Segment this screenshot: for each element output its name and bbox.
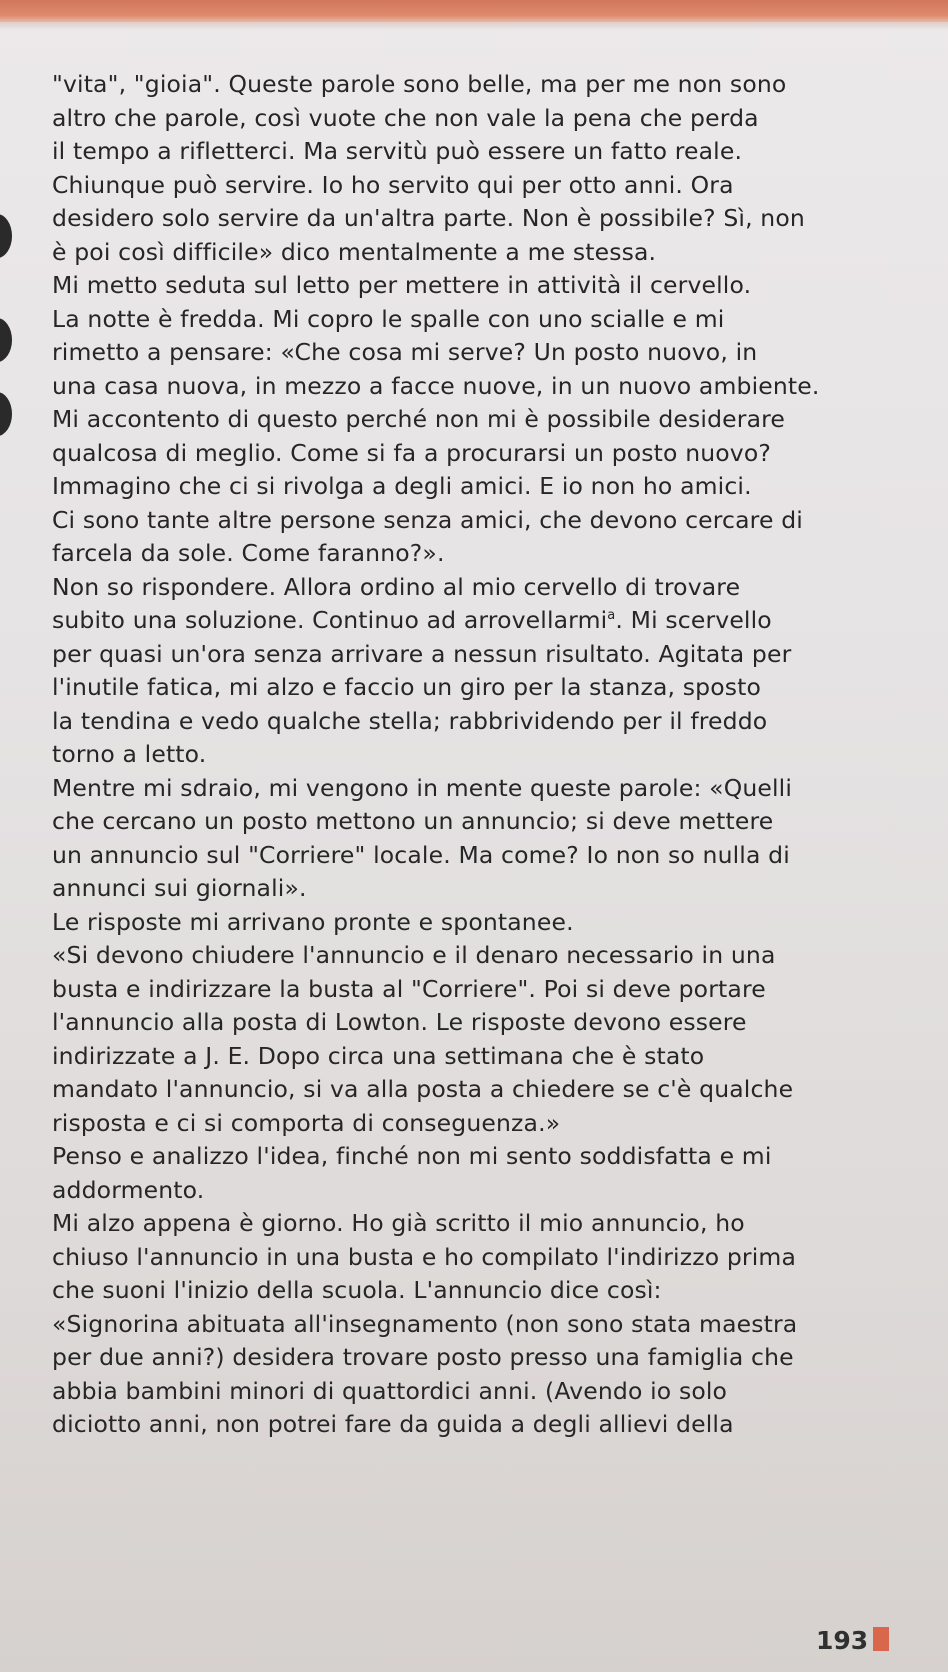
text-line: chiuso l'annuncio in una busta e ho compilato l'indirizzo prima bbox=[52, 1242, 796, 1271]
text-line: per quasi un'ora senza arrivare a nessun risultato. Agitata per bbox=[52, 639, 792, 668]
text-line: Ci sono tante altre persone senza amici, che devono cercare di bbox=[52, 505, 803, 534]
text-line: risposta e ci si comporta di conseguenza.» bbox=[52, 1108, 561, 1137]
text-line: Mi alzo appena è giorno. Ho già scritto il mio annuncio, ho bbox=[52, 1209, 745, 1237]
text-line: per due anni?) desidera trovare posto presso una famiglia che bbox=[52, 1343, 794, 1371]
binding-hole-mark bbox=[0, 392, 12, 436]
text-line: il tempo a rifletterci. Ma servitù può essere un fatto reale. bbox=[52, 137, 743, 165]
text-line: che suoni l'inizio della scuola. L'annuncio dice così: bbox=[52, 1276, 662, 1304]
text-line: è poi così difficile» dico mentalmente a me stessa. bbox=[52, 237, 657, 266]
binding-hole-mark bbox=[0, 214, 12, 258]
text-line: Chiunque può servire. Io ho servito qui per otto anni. Ora bbox=[52, 170, 734, 199]
page-header-band bbox=[0, 0, 948, 22]
body-text bbox=[52, 68, 888, 1442]
text-line: «Si devono chiudere l'annuncio e il denaro necessario in una bbox=[52, 941, 776, 969]
text-line: abbia bambini minori di quattordici anni. (Avendo io solo bbox=[52, 1376, 728, 1405]
text-line: Mentre mi sdraio, mi vengono in mente queste parole: «Quelli bbox=[52, 773, 793, 802]
text-line: Le risposte mi arrivano pronte e spontanee. bbox=[52, 907, 574, 936]
text-line: annunci sui giornali». bbox=[52, 874, 307, 902]
text-line: una casa nuova, in mezzo a facce nuove, in un nuovo ambiente. bbox=[52, 371, 820, 400]
text-line: qualcosa di meglio. Come si fa a procurarsi un posto nuovo? bbox=[52, 438, 772, 467]
page-number-marker bbox=[873, 1627, 889, 1651]
text-line: "vita", "gioia". Queste parole sono belle, ma per me non sono bbox=[52, 70, 787, 98]
text-line: addormento. bbox=[52, 1175, 205, 1204]
text-line: un annuncio sul "Corriere" locale. Ma come? Io non so nulla di bbox=[52, 840, 790, 869]
text-line: Penso e analizzo l'idea, finché non mi sento soddisfatta e mi bbox=[52, 1142, 772, 1170]
text-line: desidero solo servire da un'altra parte. Non è possibile? Sì, non bbox=[52, 204, 805, 232]
text-line-end: . Mi scervello bbox=[615, 606, 772, 634]
text-line: diciotto anni, non potrei fare da guida a degli allievi della bbox=[52, 1410, 734, 1438]
text-line: l'annuncio alla posta di Lowton. Le risposte devono essere bbox=[52, 1008, 747, 1036]
text-line-start: subito una soluzione. Continuo ad arrovellarmi bbox=[52, 606, 608, 634]
footnote-marker[interactable]: a bbox=[607, 608, 616, 624]
text-line: La notte è fredda. Mi copro le spalle con uno scialle e mi bbox=[52, 304, 725, 333]
binding-hole-mark bbox=[0, 318, 12, 362]
header-band-shadow bbox=[0, 22, 948, 30]
text-line: altro che parole, così vuote che non vale la pena che perda bbox=[52, 103, 759, 132]
text-line: la tendina e vedo qualche stella; rabbrividendo per il freddo bbox=[52, 706, 768, 735]
text-line: l'inutile fatica, mi alzo e faccio un giro per la stanza, sposto bbox=[52, 673, 762, 701]
text-line: che cercano un posto mettono un annuncio; si deve mettere bbox=[52, 807, 774, 835]
text-line: «Signorina abituata all'insegnamento (non sono stata maestra bbox=[52, 1309, 798, 1338]
text-line: indirizzate a J. E. Dopo circa una settimana che è stato bbox=[52, 1041, 705, 1070]
text-line: Mi accontento di questo perché non mi è possibile desiderare bbox=[52, 405, 786, 433]
text-line: Mi metto seduta sul letto per mettere in attività il cervello. bbox=[52, 271, 752, 299]
text-line: torno a letto. bbox=[52, 740, 207, 768]
page-number: 193 bbox=[816, 1626, 869, 1655]
text-line: Immagino che ci si rivolga a degli amici. E io non ho amici. bbox=[52, 472, 752, 500]
text-line-with-footnote bbox=[52, 604, 888, 638]
text-line: busta e indirizzare la busta al "Corriere". Poi si deve portare bbox=[52, 974, 766, 1003]
text-line: farcela da sole. Come faranno?». bbox=[52, 539, 445, 567]
text-line: rimetto a pensare: «Che cosa mi serve? Un posto nuovo, in bbox=[52, 338, 758, 366]
text-line: Non so rispondere. Allora ordino al mio cervello di trovare bbox=[52, 572, 741, 601]
text-line: mandato l'annuncio, si va alla posta a chiedere se c'è qualche bbox=[52, 1075, 794, 1103]
